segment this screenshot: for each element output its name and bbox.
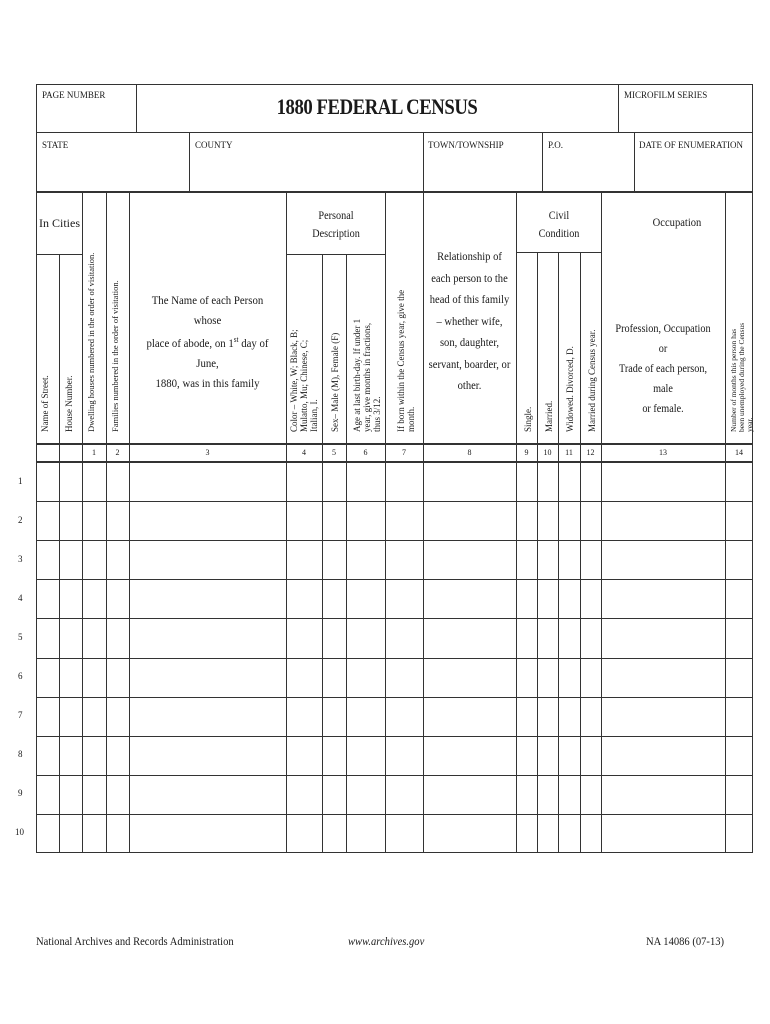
column-number: 1 xyxy=(92,448,96,457)
column-number: 8 xyxy=(467,448,472,457)
grid-column-divider xyxy=(322,444,323,853)
civil-condition-header: Civil Condition xyxy=(538,208,580,240)
grid-column-divider xyxy=(106,444,107,853)
column-number: 13 xyxy=(659,448,667,457)
state-label: STATE xyxy=(42,140,69,150)
grid-row-divider xyxy=(36,775,753,776)
married-census-year-label: Married during Census year. xyxy=(587,329,597,432)
row-number: 3 xyxy=(18,554,23,564)
column-number: 10 xyxy=(543,448,552,457)
column-number: 14 xyxy=(735,448,743,457)
color-label: Color – White, W; Black, B; Mulatto, Mu; Chinese, C; Italian, I. xyxy=(289,329,319,432)
grid-column-divider xyxy=(725,444,726,853)
row-number: 4 xyxy=(18,593,23,603)
grid-column-divider xyxy=(580,444,581,853)
column-number: 9 xyxy=(524,448,529,457)
column-number: 6 xyxy=(363,448,368,457)
grid-column-divider xyxy=(516,444,517,853)
grid-row-divider xyxy=(36,618,753,619)
column-number: 5 xyxy=(332,448,336,457)
grid-column-divider xyxy=(385,444,386,853)
row-number: 6 xyxy=(18,671,23,681)
dwelling-label: Dwelling houses numbered in the order of visitation. xyxy=(86,252,96,432)
grid-column-divider xyxy=(129,444,130,853)
married-label: Married. xyxy=(544,400,554,432)
house-number-label: House Number. xyxy=(64,375,74,432)
column-number: 11 xyxy=(565,448,573,457)
column-number: 2 xyxy=(115,448,120,457)
row-number: 1 xyxy=(18,476,23,486)
town-label: TOWN/TOWNSHIP xyxy=(428,140,504,150)
personal-description-header: Personal Description xyxy=(312,208,360,240)
footer-agency: National Archives and Records Administration xyxy=(36,934,234,948)
in-cities-label: In Cities xyxy=(39,216,80,230)
row-number: 8 xyxy=(18,749,23,759)
county-label: COUNTY xyxy=(195,140,233,150)
single-label: Single. xyxy=(523,406,533,432)
footer-form-id: NA 14086 (07-13) xyxy=(646,934,725,948)
footer-website[interactable]: www.archives.gov xyxy=(348,934,425,948)
form-title: 1880 FEDERAL CENSUS xyxy=(276,94,478,119)
person-name-header: The Name of each Person whose place of abode, on 1st day of June, 1880, was in this family xyxy=(146,293,269,390)
column-number: 7 xyxy=(402,448,406,457)
age-label: Age at last birth-day. If under 1 year, give months in fractions, thus 3/12. xyxy=(352,318,382,432)
grid-row-divider xyxy=(36,814,753,815)
grid-row-divider xyxy=(36,579,753,580)
row-number: 9 xyxy=(18,788,23,798)
grid-row-divider xyxy=(36,697,753,698)
relationship-header: Relationship of each person to the head of this family – whether wife, son, daughter, servant, boarder, or other. xyxy=(428,249,511,392)
grid-column-divider xyxy=(286,444,287,853)
grid-column-divider xyxy=(423,444,424,853)
microfilm-label: MICROFILM SERIES xyxy=(624,90,708,100)
widowed-label: Widowed. Divorced, D. xyxy=(565,346,575,432)
page-number-label: PAGE NUMBER xyxy=(42,90,106,100)
families-label: Families numbered in the order of visitation. xyxy=(110,280,120,432)
grid-column-divider xyxy=(558,444,559,853)
po-label: P.O. xyxy=(548,140,564,150)
column-number: 4 xyxy=(302,448,306,457)
grid-column-divider xyxy=(601,444,602,853)
grid-column-divider xyxy=(346,444,347,853)
sex-label: Sex– Male (M), Female (F) xyxy=(330,332,340,432)
grid-column-divider xyxy=(59,444,60,853)
grid-column-divider xyxy=(82,444,83,853)
occupation-header: Occupation xyxy=(652,215,702,229)
grid-column-divider xyxy=(537,444,538,853)
grid-row-divider xyxy=(36,736,753,737)
column-number: 3 xyxy=(205,448,210,457)
date-label: DATE OF ENUMERATION xyxy=(639,140,743,150)
row-number: 10 xyxy=(15,827,24,837)
row-number: 5 xyxy=(18,632,23,642)
unemployed-label: Number of months this person has been unemployed during the Census year. xyxy=(729,322,754,432)
grid-row-divider xyxy=(36,540,753,541)
row-number: 7 xyxy=(18,710,23,720)
grid-row-divider xyxy=(36,501,753,502)
born-census-year-label: If born within the Census year, give the month. xyxy=(396,289,416,432)
grid-row-divider xyxy=(36,658,753,659)
street-label: Name of Street. xyxy=(40,375,50,432)
profession-header: Profession, Occupation or Trade of each person, male or female. xyxy=(615,321,711,415)
row-number: 2 xyxy=(18,515,23,525)
column-number: 12 xyxy=(586,448,595,457)
